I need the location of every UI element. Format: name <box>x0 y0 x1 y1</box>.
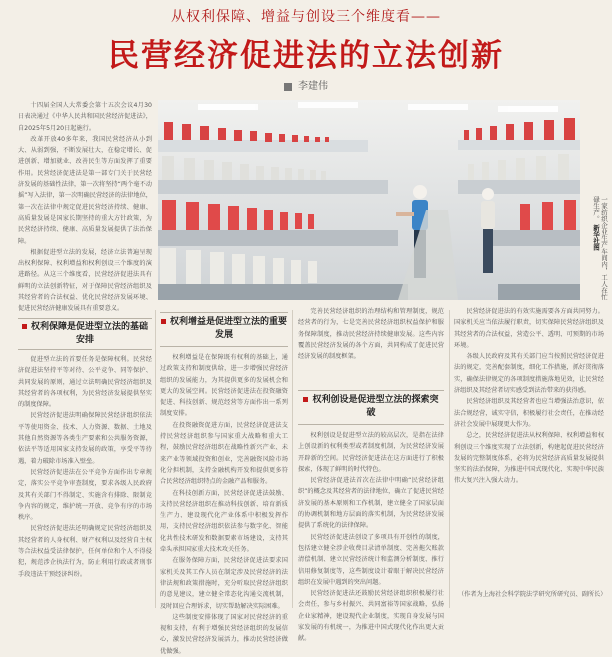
column-1-top <box>18 100 152 318</box>
paragraph: 民营经济组织及其经营者也应当增强法治意识，依法合规经营，诚实守信，积极履行社会责任，在推动经济社会发展中展现更大作为。 <box>454 398 604 428</box>
section-title-text: 权利增益是促进型立法的重要发展 <box>169 317 287 340</box>
section-title-text: 权利创设是促进型立法的探索突破 <box>312 395 439 418</box>
textile-factory-illustration <box>158 100 580 300</box>
photo-credit: 新华社图 <box>592 224 600 251</box>
column-divider <box>292 310 293 608</box>
section-title-3 <box>300 394 442 420</box>
section-rule <box>160 312 288 313</box>
paragraph: 在科技创新方面，民营经济促进法鼓励、支持民营经济组织在推动科技创新、培育新质生产力、建设现代化产业体系中积极发挥作用，支持民营经济组织依法参与数字化、智能化共性技术研发和数据要素市场建设，支持其牵头承担国家重大技术攻关任务。 <box>160 489 288 554</box>
paragraph: 权利增益是在保障既有权利的基础上，通过政策支持和制度供给，进一步增强民营经济组织的发展能力，为其提供更多的发展机会和更大的发展空间。民营经济促进法在投资融资促进、科技创新、规范经营等方面作出一系列制度安排。 <box>160 354 288 418</box>
section-mark-icon <box>303 397 308 402</box>
caption-text: 一家纺织企业生产车间内，工人在忙碌生产。 <box>592 196 608 300</box>
column-1-bottom <box>18 354 152 608</box>
section-rule <box>298 390 444 391</box>
paragraph: 民营经济促进法明确保障民营经济组织依法平等使用资金、技术、人力资源、数据、土地及其他自然资源等各类生产要素和公共服务资源，依法平等适用国家支持发展的政策，享受平等待遇，着力破除市场准入壁垒。 <box>18 412 152 465</box>
paragraph: 民营经济促进法的有效实施需要各方面共同努力。国家机关应当依法履行职责，切实保障民营经济组织及其经营者的合法权益，营造公平、透明、可预期的市场环境。 <box>454 308 604 349</box>
paragraph: 这些制度安排体现了国家对民营经济的重视和支持，有利于增强民营经济组织的发展信心，激发民营经济发展活力，推动民营经济做优做强。 <box>160 613 288 655</box>
paragraph: 在服务保障方面，民营经济促进法要求国家机关及其工作人员在制定涉及民营经济的法律法规和政策措施时，充分听取民营经济组织的意见建议，建立健全常态化沟通交流机制，及时回应合理诉求，切实帮助解决实际困难。 <box>160 557 288 610</box>
headline: 民营经济促进法的立法创新 <box>108 38 504 74</box>
paragraph: 完善民营经济组织的治理结构和管理制度，规范经营者的行为，七是完善民营经济组织权益保护和服务保障制度，推动民营经济持续健康发展。这些内容覆盖民营经济发展的各个方面，共同构成了促进民营经济发展的制度框架。 <box>298 308 444 361</box>
column-3-bottom <box>298 430 444 643</box>
byline <box>0 77 612 92</box>
author-note: （作者为上海社会科学院法学研究所研究员、副所长） <box>458 591 607 598</box>
paragraph: 民营经济促进法首次在法律中明确“民营经济组织”的概念及其经营者的法律地位，确立了促进民营经济发展的基本原则和工作机制，建立健全了国家层面的协调机制和地方层面的落实机制，为民营经济发展提供了系统化的法律保障。 <box>298 477 444 530</box>
paragraph: 民营经济促进法创设了多项具有开创性的制度，包括建立健全涉企收费目录清单制度、完善拖欠账款清偿机制、建立民营经济统计和监测分析制度、推行信用修复制度等，这些制度设计着眼于解决民营经济组织在发展中遇到的突出问题。 <box>298 533 444 586</box>
section-title-text: 权利保障是促进型立法的基础安排 <box>30 322 148 345</box>
section-rule <box>160 346 288 347</box>
factory-photo <box>158 100 580 300</box>
paragraph: 十四届全国人大常委会第十五次会议4月30日表决通过《中华人民共和国民营经济促进法》，自2025年5月20日起施行。 <box>18 102 152 132</box>
column-3-top <box>298 306 444 386</box>
photo-caption <box>582 196 608 300</box>
section-rule <box>298 424 444 425</box>
paragraph: 改革开放40多年来，我国民营经济从小到大、从弱到强，不断发展壮大，在稳定增长、促进创新、增加就业、改善民生等方面发挥了重要作用。民营经济促进法是第一部专门关于民营经济发展的基础性法律，第一次将坚持“两个毫不动摇”写入法律，第一次明确民营经济的法律地位，第一次在法律中规定促进民营经济持续、健康、高质量发展是国家长期坚持的重大方针政策，为民营经济持续、健康、高质量发展提供了法治保障。 <box>18 135 152 245</box>
section-rule <box>18 349 152 350</box>
byline-mark-icon <box>284 83 292 91</box>
paragraph: 民营经济促进法在公平竞争方面作出专章规定，落实公平竞争审查制度，要求各级人民政府及其有关部门不得制定、实施含有排除、限制竞争内容的规定，维护统一开放、竞争有序的市场秩序。 <box>18 468 152 522</box>
column-divider <box>449 310 450 608</box>
section-title-1 <box>20 321 150 347</box>
paragraph: 各级人民政府及其有关部门应当按照民营经济促进法的规定，完善配套制度，细化工作措施，抓好贯彻落实，确保法律规定的各项制度措施落地见效，让民营经济组织及其经营者切实感受到法治带来的获得感。 <box>454 353 604 395</box>
paragraph: 权利创设是促进型立法的较高层次，是指在法律上创设新的权利类型或者制度机制，为民营经济发展开辟新的空间。民营经济促进法在这方面进行了积极探索，体现了鲜明的时代特色。 <box>298 432 444 473</box>
paragraph: 民营经济促进法还明确规定民营经济组织及其经营者的人身权利、财产权利以及经营自主权等合法权益受法律保护，任何单位和个人不得侵犯，规范涉企执法行为，防止利用行政或者刑事手段违法干预经济纠纷。 <box>18 525 152 578</box>
author-name: 李建伟 <box>298 81 328 92</box>
paragraph: 总之，民营经济促进法从权利保障、权利增益和权利创设三个维度实现了立法创新，构建起促进民营经济发展的完整制度体系，必将为民营经济高质量发展提供坚实的法治保障，为推进中国式现代化、实现中华民族伟大复兴注入强大动力。 <box>454 432 604 485</box>
column-4 <box>454 306 604 596</box>
paragraph: 民营经济促进法还鼓励民营经济组织积极履行社会责任，参与乡村振兴、共同富裕等国家战略，弘扬企业家精神，建设现代企业制度，实现自身发展与国家发展的有机统一，为推进中国式现代化作出更大贡献。 <box>298 590 444 643</box>
section-mark-icon <box>22 324 27 329</box>
section-mark-icon <box>161 319 166 324</box>
column-divider <box>155 310 156 608</box>
section-rule <box>18 318 152 319</box>
paragraph: 根据促进型立法的发展，经济立法普遍呈现出权利保障、权利增益和权利创设三个维度的演进路径。从这三个维度看，民营经济促进法具有鲜明的立法创新特征，对于保障民营经济组织及其经营者的合法权益、优化民营经济发展环境、促进民营经济健康发展具有重要意义。 <box>18 248 152 313</box>
paragraph: 促进型立法的首要任务是保障权利。民营经济促进法坚持平等对待、公平竞争、同等保护、共同发展的原则，通过立法明确民营经济组织及其经营者的各项权利，为民营经济发展提供坚实的制度保障。 <box>18 356 152 409</box>
paragraph: 在投资融资促进方面，民营经济促进法支持民营经济组织参与国家重大战略和重大工程，鼓励民营经济组织在战略性新兴产业、未来产业等领域投资和创业，完善融资风险市场化分担机制，支持金融机构开发和提供更多符合民营经济组织特点的金融产品和服务。 <box>160 421 288 486</box>
section-title-2 <box>160 316 288 342</box>
column-2 <box>160 352 288 655</box>
kicker: 从权利保障、增益与创设三个维度看—— <box>171 9 441 25</box>
